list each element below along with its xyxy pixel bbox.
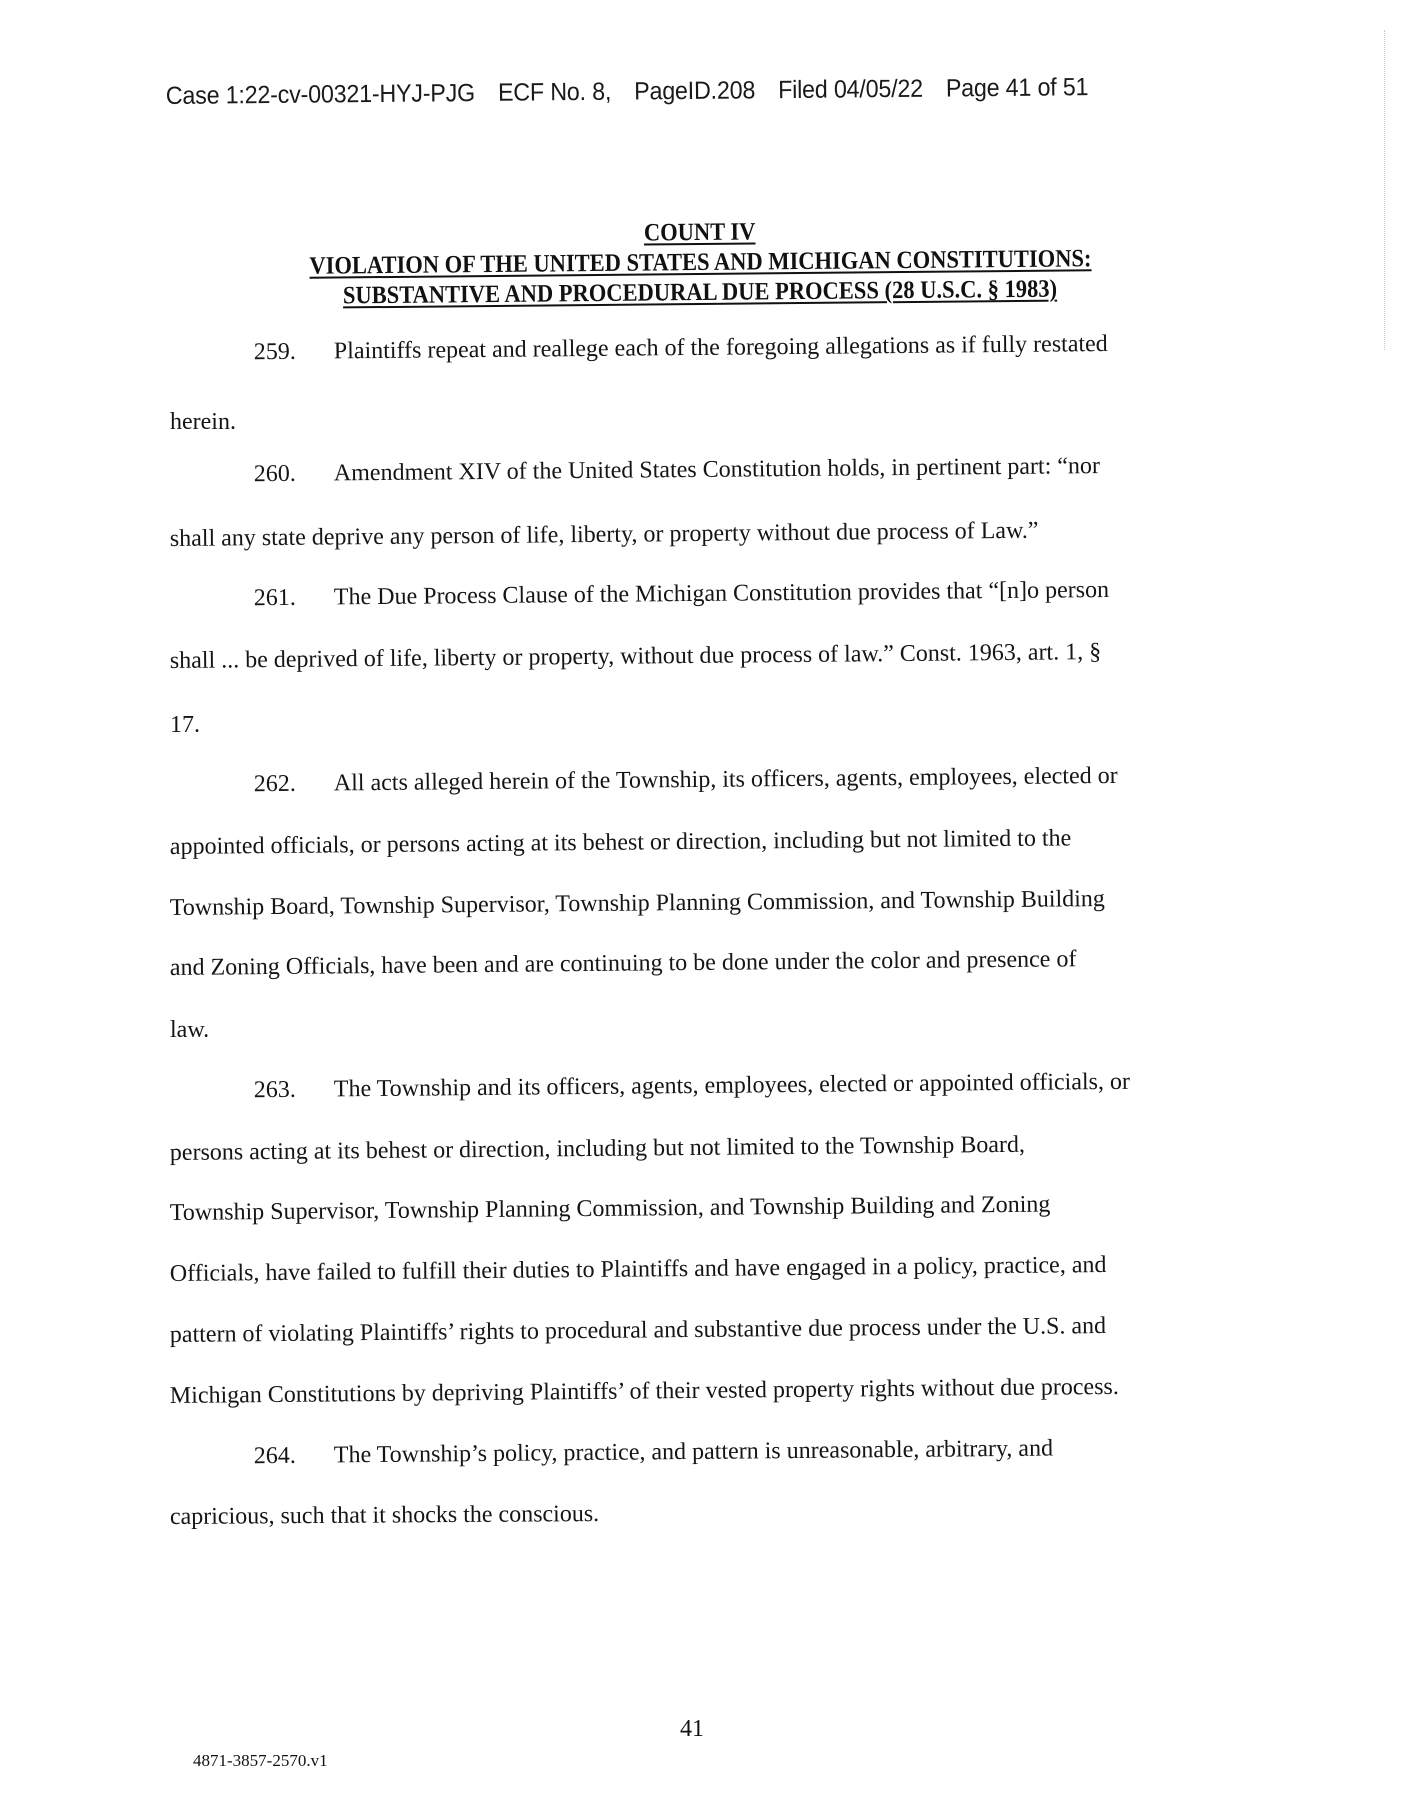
document-id: 4871-3857-2570.v1 bbox=[193, 1751, 328, 1770]
paragraph-262-line-3 bbox=[170, 885, 1210, 922]
paragraph-number: 264. bbox=[253, 1442, 296, 1470]
paragraph-number: 261. bbox=[253, 584, 296, 612]
paragraph-260-line-2 bbox=[170, 516, 1210, 553]
paragraph-263-line-3 bbox=[170, 1190, 1210, 1227]
ecf-number: ECF No. 8, bbox=[497, 77, 612, 107]
paragraph-262-line-2 bbox=[170, 824, 1210, 861]
paragraph-text: pattern of violating Plaintiffs’ rights to procedural and substantive due process under the U.S. and bbox=[169, 1313, 1107, 1348]
paragraph-number: 263. bbox=[253, 1076, 296, 1104]
scan-edge-artifact bbox=[1384, 30, 1386, 350]
paragraph-259-line-2 bbox=[170, 409, 1210, 436]
paragraph-text: Plaintiffs repeat and reallege each of the foregoing allegations as if fully restated bbox=[333, 330, 1108, 365]
paragraph-text: persons acting at its behest or direction, including but not limited to the Township Board, bbox=[169, 1131, 1026, 1166]
paragraph-text: appointed officials, or persons acting at its behest or direction, including but not limited to the bbox=[169, 825, 1072, 861]
paragraph-263-line-4 bbox=[170, 1251, 1210, 1288]
paragraph-text: All acts alleged herein of the Township, its officers, agents, employees, elected or bbox=[333, 762, 1118, 797]
paragraph-264-line-1 bbox=[170, 1433, 1294, 1471]
paragraph-text: shall any state deprive any person of life, liberty, or property without due process of Law.” bbox=[169, 517, 1039, 553]
count-title: COUNT IV bbox=[643, 218, 756, 247]
paragraph-text: Amendment XIV of the United States Constitution holds, in pertinent part: “nor bbox=[333, 453, 1101, 487]
count-subtitle-line-1: VIOLATION OF THE UNITED STATES AND MICHIGAN CONSTITUTIONS: bbox=[308, 245, 1092, 280]
paragraph-text: shall ... be deprived of life, liberty or property, without due process of law.” Const. 1963, art. 1, § bbox=[169, 639, 1102, 675]
case-number: Case 1:22-cv-00321-HYJ-PJG bbox=[165, 79, 476, 111]
paragraph-text: The Township and its officers, agents, employees, elected or appointed officials, or bbox=[333, 1068, 1131, 1103]
paragraph-text: Township Board, Township Supervisor, Township Planning Commission, and Township Building bbox=[169, 886, 1105, 922]
paragraph-text: law. bbox=[170, 1017, 210, 1043]
paragraph-261-line-1 bbox=[170, 575, 1294, 613]
page-number: 41 bbox=[680, 1716, 704, 1742]
paragraph-262-line-1 bbox=[170, 761, 1294, 799]
paragraph-261-line-2 bbox=[170, 638, 1210, 675]
paragraph-263-line-5 bbox=[170, 1312, 1210, 1349]
paragraph-261-line-3 bbox=[170, 712, 1210, 739]
paragraph-text: The Due Process Clause of the Michigan Constitution provides that “[n]o person bbox=[333, 576, 1110, 611]
paragraph-262-line-5 bbox=[170, 1017, 1210, 1044]
paragraph-text: and Zoning Officials, have been and are continuing to be done under the color and presence of bbox=[169, 946, 1077, 982]
page-id: PageID.208 bbox=[634, 76, 756, 106]
paragraph-text: Officials, have failed to fulfill their duties to Plaintiffs and have engaged in a policy, practice, and bbox=[169, 1252, 1107, 1287]
paragraph-259-line-1 bbox=[170, 329, 1294, 367]
paragraph-number: 259. bbox=[253, 338, 296, 366]
paragraph-text: Michigan Constitutions by depriving Plaintiffs’ of their vested property rights without due process. bbox=[169, 1373, 1119, 1409]
paragraph-text: 17. bbox=[170, 712, 200, 738]
page-of-total: Page 41 of 51 bbox=[945, 73, 1089, 103]
filed-date: Filed 04/05/22 bbox=[777, 74, 924, 105]
paragraph-260-line-1 bbox=[170, 451, 1294, 489]
paragraph-text: Township Supervisor, Township Planning Commission, and Township Building and Zoning bbox=[169, 1191, 1051, 1226]
paragraph-text: The Township’s policy, practice, and pattern is unreasonable, arbitrary, and bbox=[333, 1435, 1054, 1469]
ecf-filing-header bbox=[166, 73, 1133, 111]
paragraph-263-line-1 bbox=[170, 1067, 1294, 1105]
paragraph-264-line-2 bbox=[170, 1497, 1210, 1531]
paragraph-text: capricious, such that it shocks the conscious. bbox=[169, 1501, 600, 1530]
paragraph-263-line-2 bbox=[170, 1130, 1210, 1167]
paragraph-263-line-6 bbox=[170, 1373, 1210, 1410]
paragraph-number: 262. bbox=[253, 770, 296, 798]
paragraph-text: herein. bbox=[170, 409, 236, 435]
paragraph-number: 260. bbox=[253, 460, 296, 488]
count-subtitle-line-2: SUBSTANTIVE AND PROCEDURAL DUE PROCESS (28 U.S.C. § 1983) bbox=[343, 275, 1058, 310]
paragraph-262-line-4 bbox=[170, 945, 1210, 982]
count-heading bbox=[200, 213, 1201, 313]
